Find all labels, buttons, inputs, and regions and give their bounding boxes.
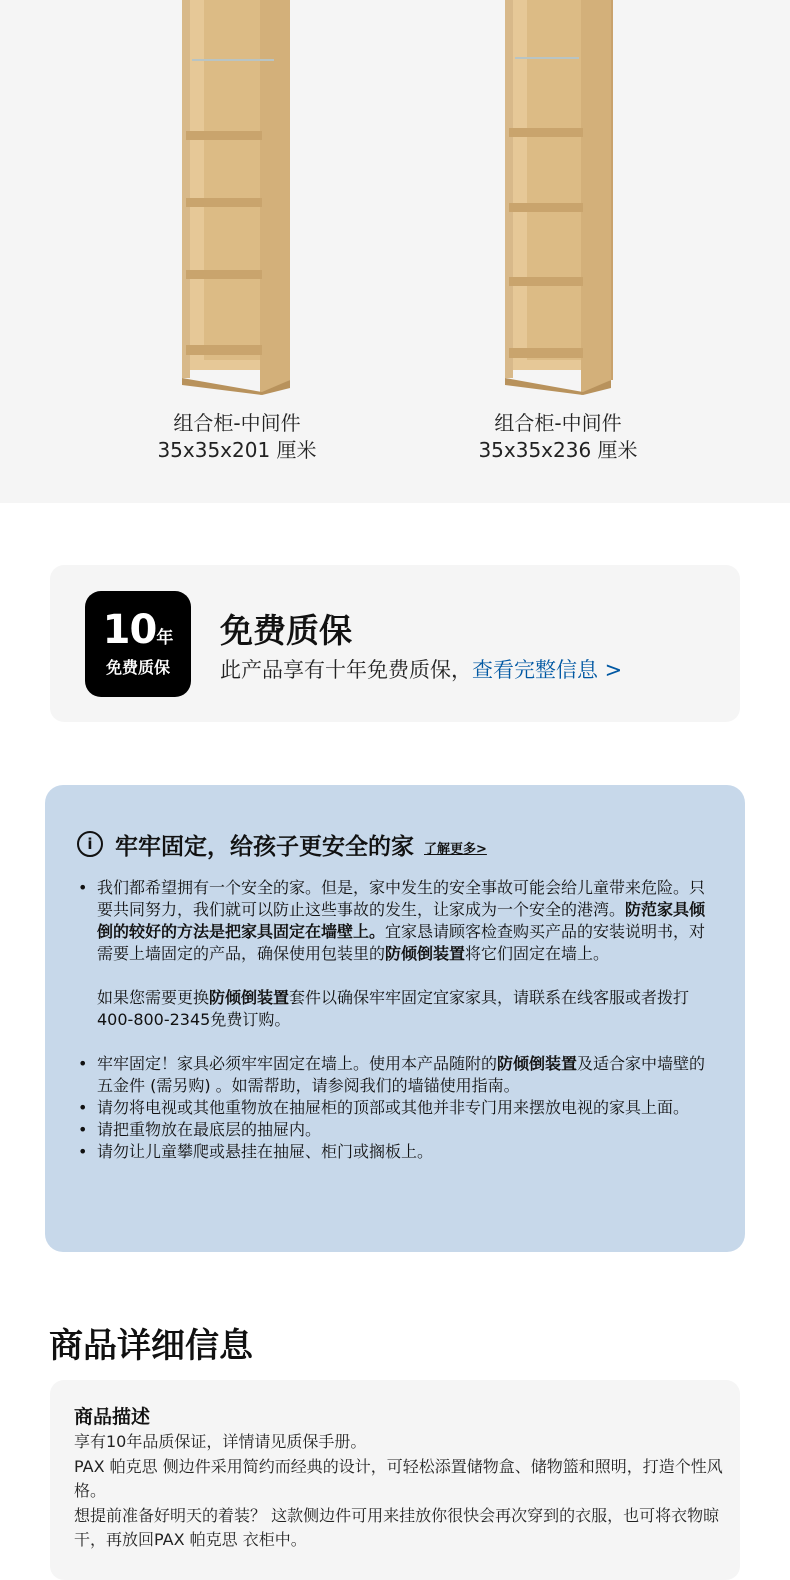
safety-item: • 请勿将电视或其他重物放在抽屉柜的顶部或其他并非专门用来摆放电视的家具上面。 <box>76 1097 716 1119</box>
badge-unit: 年 <box>156 628 174 648</box>
product-name: 组合柜-中间件 <box>173 411 301 435</box>
description-line: 想提前准备好明天的着装？ 这款侧边件可用来挂放你很快会再次穿到的衣服，也可将衣物晾干，再放回PAX 帕克思 衣柜中。 <box>74 1505 720 1549</box>
cabinet-image-201[interactable] <box>182 0 294 395</box>
warranty-description: 此产品享有十年免费质保， <box>220 658 472 682</box>
safety-body <box>76 877 716 1163</box>
description-title: 商品描述 <box>74 1406 151 1428</box>
product-name: 组合柜-中间件 <box>494 411 622 435</box>
safety-item: • 我们都希望拥有一个安全的家。但是，家中发生的安全事故可能会给儿童带来危险。只要共同努力，我们就可以防止这些事故的发生，让家成为一个安全的港湾。防范家具倾倒的较好的方法是把家具固定在墙壁上。宜家恳请顾客检查购买产品的安装说明书，对需要上墙固定的产品，确保使用包装里的防倾倒装置将它们固定在墙上。 <box>76 877 716 965</box>
product-compare-section <box>0 0 790 503</box>
safety-item: • 牢牢固定！家具必须牢牢固定在墙上。使用本产品随附的防倾倒装置及适合家中墙壁的五金件 (需另购) 。如需帮助，请参阅我们的墙锚使用指南。 <box>76 1053 716 1097</box>
safety-item: • 请勿让儿童攀爬或悬挂在抽屉、柜门或搁板上。 <box>76 1141 716 1163</box>
description-line: PAX 帕克思 侧边件采用简约而经典的设计，可轻松添置储物盒、储物篮和照明，打造个性风格。 <box>74 1456 723 1500</box>
safety-title: 牢牢固定，给孩子更安全的家 <box>115 833 414 860</box>
warranty-title: 免费质保 <box>220 611 352 650</box>
product-caption-201[interactable] <box>107 410 367 464</box>
cabinet-image-236[interactable] <box>505 0 617 395</box>
badge-label: 免费质保 <box>105 658 170 677</box>
description-line: 享有10年品质保证，详情请见质保手册。 <box>74 1432 367 1451</box>
details-title: 商品详细信息 <box>49 1326 253 1366</box>
badge-years <box>85 607 191 653</box>
badge-number: 10 <box>102 607 157 653</box>
warranty-card <box>50 565 740 722</box>
description-text <box>74 1430 724 1553</box>
safety-header <box>77 829 487 859</box>
product-description-card <box>50 1380 740 1580</box>
warranty-badge <box>85 591 191 697</box>
product-caption-236[interactable] <box>428 410 688 464</box>
product-size: 35x35x201 厘米 <box>157 438 317 462</box>
safety-item: • 请把重物放在最底层的抽屉内。 <box>76 1119 716 1141</box>
safety-paragraph: 如果您需要更换防倾倒装置套件以确保牢牢固定宜家家具，请联系在线客服或者拨打400-800-2345免费订购。 <box>97 988 690 1029</box>
warranty-text <box>220 654 622 684</box>
warranty-details-link[interactable]: 查看完整信息 > <box>472 658 623 682</box>
learn-more-link[interactable]: 了解更多> <box>424 841 487 857</box>
info-icon: i <box>77 831 103 857</box>
product-size: 35x35x236 厘米 <box>478 438 638 462</box>
safety-panel <box>45 785 745 1252</box>
